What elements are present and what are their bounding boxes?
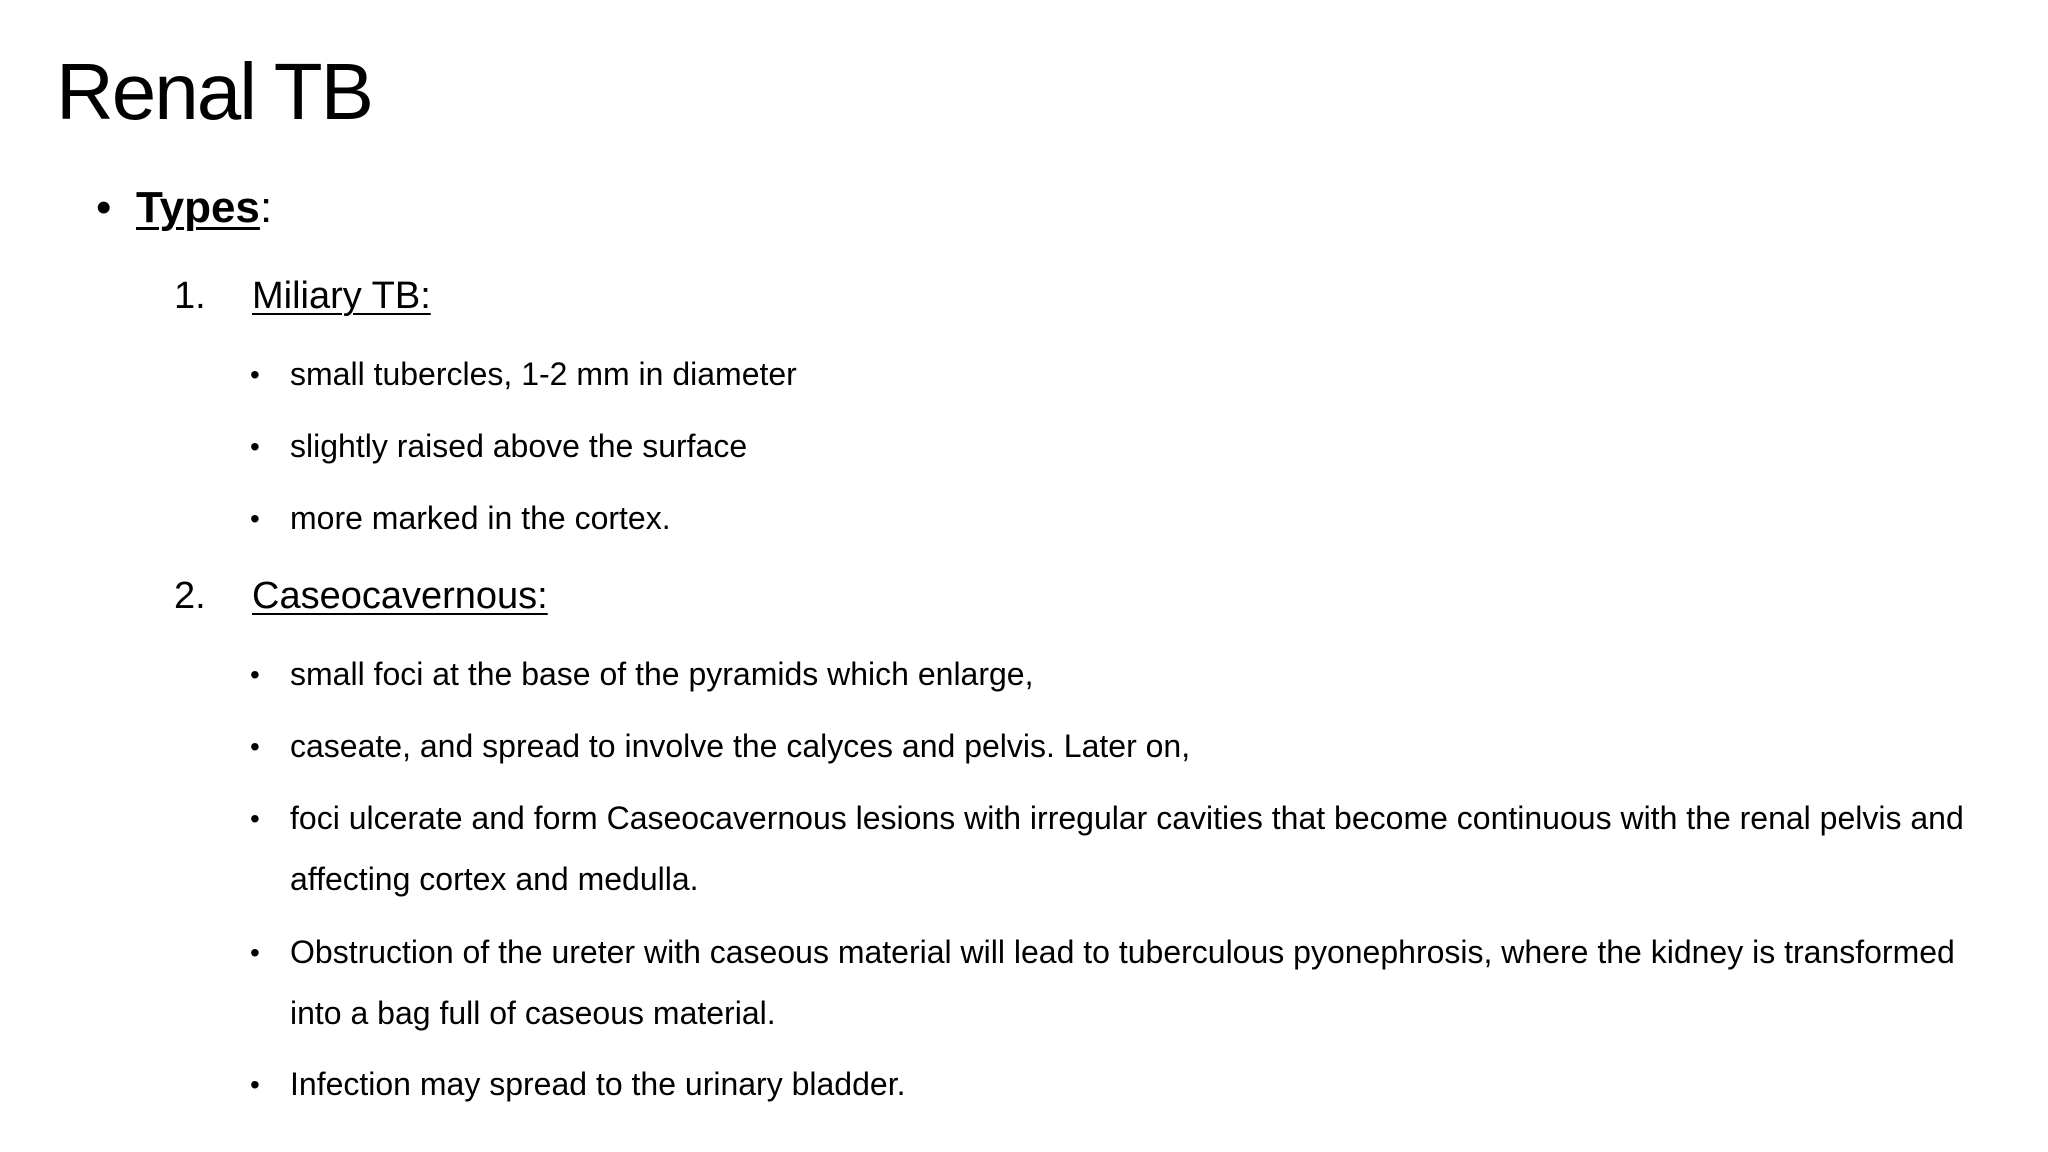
- bullet-icon: •: [250, 659, 260, 690]
- bullet-icon: •: [250, 359, 260, 390]
- section-number: 2.: [174, 575, 206, 617]
- section-title: Miliary TB:: [252, 275, 431, 317]
- list-item-text: more marked in the cortex.: [290, 500, 671, 536]
- bullet-icon: •: [250, 1069, 260, 1100]
- list-item-text: caseate, and spread to involve the calyces and pelvis. Later on,: [290, 728, 1191, 764]
- bullet-icon: •: [250, 803, 260, 834]
- section-number: 1.: [174, 275, 206, 317]
- types-colon: :: [260, 183, 273, 232]
- types-label: Types: [136, 183, 260, 232]
- bullet-icon: •: [250, 431, 260, 462]
- section-title: Caseocavernous:: [252, 575, 548, 617]
- slide-title: Renal TB: [56, 47, 373, 136]
- list-item-text: Obstruction of the ureter with caseous material will lead to tuberculous pyonephrosis, where the kidney is transformed into a bag full of caseous material.: [290, 934, 1955, 1031]
- bullet-icon: •: [250, 937, 260, 968]
- list-item-text: small foci at the base of the pyramids which enlarge,: [290, 656, 1034, 692]
- list-item-text: foci ulcerate and form Caseocavernous lesions with irregular cavities that become continuous with the renal pelvis and affecting cortex and medulla.: [290, 800, 1964, 897]
- bullet-icon: •: [250, 731, 260, 762]
- list-item-text: Infection may spread to the urinary bladder.: [290, 1066, 906, 1102]
- list-item-text: small tubercles, 1-2 mm in diameter: [290, 356, 797, 392]
- bullet-icon: •: [250, 503, 260, 534]
- list-item-text: slightly raised above the surface: [290, 428, 748, 464]
- bullet-icon: •: [96, 183, 112, 232]
